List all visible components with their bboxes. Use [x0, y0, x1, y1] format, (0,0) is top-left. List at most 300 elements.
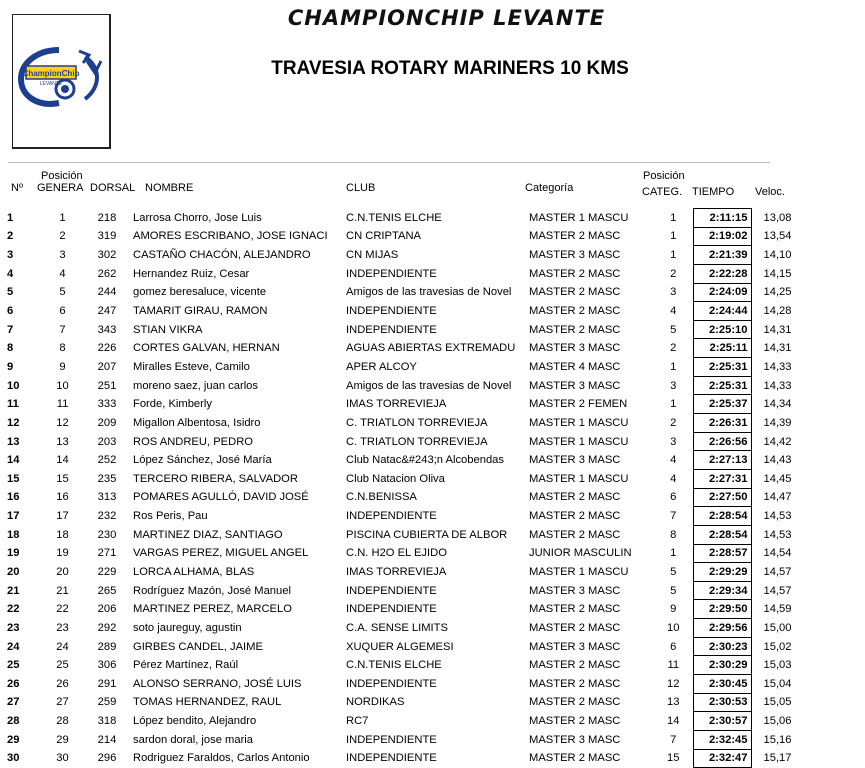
row-number-cell: 4: [7, 267, 14, 280]
row-number-cell: 1: [7, 211, 14, 224]
category-cell: MASTER 3 MASC: [529, 454, 621, 467]
finish-time-cell: 2:32:45: [693, 730, 751, 749]
club-cell: INDEPENDIENTE: [346, 603, 437, 616]
results-table: [0, 208, 865, 768]
finish-time-cell: 2:25:31: [693, 376, 751, 395]
athlete-name-cell: Pérez Martínez, Raúl: [133, 659, 239, 672]
category-cell: MASTER 2 MASC: [529, 510, 621, 523]
club-cell: INDEPENDIENTE: [346, 323, 437, 336]
dorsal-cell: 226: [97, 342, 117, 355]
general-position-cell: 6: [59, 305, 66, 318]
speed-cell: 14,31: [763, 342, 792, 355]
row-number-cell: 2: [7, 230, 14, 243]
speed-cell: 14,31: [763, 323, 792, 336]
row-number-cell: 9: [7, 360, 14, 373]
speed-cell: 15,00: [763, 621, 792, 634]
athlete-name-cell: Ros Peris, Pau: [133, 510, 208, 523]
club-cell: Club Natacion Oliva: [346, 472, 445, 485]
dorsal-cell: 218: [97, 211, 117, 224]
table-row: [0, 619, 865, 638]
dorsal-cell: 251: [97, 379, 117, 392]
speed-cell: 15,16: [763, 733, 792, 746]
club-cell: AGUAS ABIERTAS EXTREMADU: [346, 342, 516, 355]
athlete-name-cell: Larrosa Chorro, Jose Luis: [133, 211, 262, 224]
club-cell: C. TRIATLON TORREVIEJA: [346, 416, 488, 429]
category-cell: MASTER 3 MASC: [529, 342, 621, 355]
general-position-cell: 18: [56, 528, 69, 541]
general-position-cell: 8: [59, 342, 66, 355]
athlete-name-cell: TAMARIT GIRAU, RAMON: [133, 305, 268, 318]
general-position-cell: 4: [59, 267, 66, 280]
athlete-name-cell: AMORES ESCRIBANO, JOSE IGNACI: [133, 230, 328, 243]
club-cell: INDEPENDIENTE: [346, 267, 437, 280]
finish-time-cell: 2:28:54: [693, 525, 751, 544]
finish-time-cell: 2:19:02: [693, 227, 751, 246]
brand-title: CHAMPIONCHIP LEVANTE: [287, 6, 606, 30]
table-row: [0, 451, 865, 470]
club-cell: INDEPENDIENTE: [346, 677, 437, 690]
table-row: [0, 376, 865, 395]
category-position-cell: 7: [670, 733, 677, 746]
finish-time-cell: 2:11:15: [693, 209, 751, 228]
table-row: [0, 600, 865, 619]
dorsal-cell: 214: [97, 733, 117, 746]
category-position-cell: 6: [670, 491, 677, 504]
general-position-cell: 26: [56, 677, 69, 690]
speed-cell: 15,04: [763, 677, 792, 690]
table-row: [0, 469, 865, 488]
championchip-logo: [13, 15, 109, 147]
category-cell: MASTER 3 MASC: [529, 584, 621, 597]
general-position-cell: 16: [56, 491, 69, 504]
speed-cell: 14,33: [763, 360, 792, 373]
club-cell: NORDIKAS: [346, 696, 405, 709]
dorsal-cell: 302: [97, 249, 117, 262]
dorsal-cell: 207: [97, 360, 117, 373]
general-position-cell: 22: [56, 603, 69, 616]
speed-cell: 14,54: [763, 547, 792, 560]
speed-cell: 15,05: [763, 696, 792, 709]
table-row: [0, 358, 865, 377]
category-position-cell: 1: [670, 547, 677, 560]
row-number-cell: 12: [7, 416, 20, 429]
general-position-cell: 27: [56, 696, 69, 709]
category-cell: MASTER 2 MASC: [529, 677, 621, 690]
row-number-cell: 30: [7, 752, 20, 765]
category-cell: MASTER 2 MASC: [529, 659, 621, 672]
finish-time-cell: 2:24:44: [693, 302, 751, 321]
category-position-cell: 1: [670, 360, 677, 373]
finish-time-cell: 2:25:11: [693, 339, 751, 358]
club-cell: C.N.BENISSA: [346, 491, 417, 504]
dorsal-cell: 318: [97, 715, 117, 728]
general-position-cell: 23: [56, 621, 69, 634]
category-position-cell: 13: [667, 696, 680, 709]
category-cell: MASTER 2 MASC: [529, 491, 621, 504]
col-header-position-top: Posición: [41, 170, 83, 182]
athlete-name-cell: POMARES AGULLÓ, DAVID JOSÉ: [133, 491, 309, 504]
dorsal-cell: 247: [97, 305, 117, 318]
table-row: [0, 544, 865, 563]
general-position-cell: 15: [56, 472, 69, 485]
category-cell: MASTER 4 MASC: [529, 360, 621, 373]
category-position-cell: 9: [670, 603, 677, 616]
col-header-time: TIEMPO: [692, 186, 735, 198]
row-number-cell: 19: [7, 547, 20, 560]
finish-time-cell: 2:26:56: [693, 432, 751, 451]
general-position-cell: 9: [59, 360, 66, 373]
row-number-cell: 10: [7, 379, 20, 392]
logo-subtext: LEVANTE: [39, 81, 63, 87]
finish-time-cell: 2:28:57: [693, 544, 751, 563]
category-position-cell: 3: [670, 379, 677, 392]
table-row: [0, 246, 865, 265]
category-cell: MASTER 2 MASC: [529, 305, 621, 318]
category-position-cell: 14: [667, 715, 680, 728]
table-row: [0, 395, 865, 414]
category-cell: MASTER 1 MASCU: [529, 211, 629, 224]
finish-time-cell: 2:29:29: [693, 563, 751, 582]
finish-time-cell: 2:27:50: [693, 488, 751, 507]
row-number-cell: 20: [7, 565, 20, 578]
finish-time-cell: 2:29:50: [693, 600, 751, 619]
club-cell: APER ALCOY: [346, 360, 417, 373]
table-row: [0, 209, 865, 228]
athlete-name-cell: CORTES GALVAN, HERNAN: [133, 342, 280, 355]
athlete-name-cell: Miralles Esteve, Camilo: [133, 360, 250, 373]
category-cell: MASTER 3 MASC: [529, 249, 621, 262]
category-cell: MASTER 1 MASCU: [529, 416, 629, 429]
general-position-cell: 11: [56, 398, 69, 411]
dorsal-cell: 291: [97, 677, 117, 690]
category-position-cell: 3: [670, 286, 677, 299]
category-cell: MASTER 2 MASC: [529, 696, 621, 709]
table-row: [0, 525, 865, 544]
speed-cell: 15,03: [763, 659, 792, 672]
col-header-no: Nº: [11, 182, 23, 194]
athlete-name-cell: Hernandez Ruiz, Cesar: [133, 267, 250, 280]
club-cell: IMAS TORREVIEJA: [346, 565, 447, 578]
category-cell: MASTER 1 MASCU: [529, 435, 629, 448]
club-cell: Club Natac&#243;n Alcobendas: [346, 454, 504, 467]
general-position-cell: 19: [56, 547, 69, 560]
col-header-catpos-top: Posición: [643, 170, 685, 182]
dorsal-cell: 229: [97, 565, 117, 578]
speed-cell: 14,57: [763, 584, 792, 597]
row-number-cell: 5: [7, 286, 14, 299]
athlete-name-cell: MARTINEZ PEREZ, MARCELO: [133, 603, 292, 616]
category-cell: MASTER 2 FEMEN: [529, 398, 628, 411]
dorsal-cell: 259: [97, 696, 117, 709]
category-position-cell: 1: [670, 230, 677, 243]
finish-time-cell: 2:21:39: [693, 246, 751, 265]
athlete-name-cell: Migallon Albentosa, Isidro: [133, 416, 261, 429]
finish-time-cell: 2:25:37: [693, 395, 751, 414]
dorsal-cell: 209: [97, 416, 117, 429]
club-cell: INDEPENDIENTE: [346, 305, 437, 318]
club-cell: IMAS TORREVIEJA: [346, 398, 447, 411]
athlete-name-cell: sardon doral, jose maria: [133, 733, 254, 746]
general-position-cell: 3: [59, 249, 66, 262]
athlete-name-cell: MARTINEZ DIAZ, SANTIAGO: [133, 528, 283, 541]
speed-cell: 14,28: [763, 305, 792, 318]
category-cell: JUNIOR MASCULIN: [529, 547, 632, 560]
finish-time-cell: 2:29:56: [693, 619, 751, 638]
row-number-cell: 23: [7, 621, 20, 634]
finish-time-cell: 2:27:13: [693, 451, 751, 470]
club-cell: INDEPENDIENTE: [346, 510, 437, 523]
general-position-cell: 5: [59, 286, 66, 299]
speed-cell: 14,39: [763, 416, 792, 429]
dorsal-cell: 262: [97, 267, 117, 280]
club-cell: Amigos de las travesias de Novel: [346, 286, 512, 299]
dorsal-cell: 203: [97, 435, 117, 448]
row-number-cell: 14: [7, 454, 20, 467]
category-cell: MASTER 2 MASC: [529, 621, 621, 634]
table-row: [0, 693, 865, 712]
general-position-cell: 10: [56, 379, 69, 392]
dorsal-cell: 232: [97, 510, 117, 523]
table-row: [0, 414, 865, 433]
category-position-cell: 6: [670, 640, 677, 653]
finish-time-cell: 2:25:10: [693, 320, 751, 339]
table-row: [0, 283, 865, 302]
table-row: [0, 320, 865, 339]
row-number-cell: 17: [7, 510, 20, 523]
speed-cell: 14,33: [763, 379, 792, 392]
dorsal-cell: 306: [97, 659, 117, 672]
finish-time-cell: 2:24:09: [693, 283, 751, 302]
athlete-name-cell: VARGAS PEREZ, MIGUEL ANGEL: [133, 547, 309, 560]
category-position-cell: 15: [667, 752, 680, 765]
finish-time-cell: 2:26:31: [693, 414, 751, 433]
table-row: [0, 488, 865, 507]
category-position-cell: 4: [670, 305, 677, 318]
club-cell: RC7: [346, 715, 369, 728]
category-position-cell: 10: [667, 621, 680, 634]
club-cell: PISCINA CUBIERTA DE ALBOR: [346, 528, 508, 541]
category-position-cell: 2: [670, 416, 677, 429]
category-position-cell: 8: [670, 528, 677, 541]
category-cell: MASTER 3 MASC: [529, 733, 621, 746]
table-row: [0, 749, 865, 768]
row-number-cell: 24: [7, 640, 20, 653]
category-position-cell: 2: [670, 342, 677, 355]
category-position-cell: 5: [670, 565, 677, 578]
category-position-cell: 7: [670, 510, 677, 523]
general-position-cell: 25: [56, 659, 69, 672]
finish-time-cell: 2:22:28: [693, 264, 751, 283]
row-number-cell: 13: [7, 435, 20, 448]
dorsal-cell: 333: [97, 398, 117, 411]
category-cell: MASTER 2 MASC: [529, 267, 621, 280]
finish-time-cell: 2:27:31: [693, 469, 751, 488]
table-row: [0, 637, 865, 656]
table-row: [0, 675, 865, 694]
speed-cell: 13,08: [763, 211, 792, 224]
speed-cell: 14,34: [763, 398, 792, 411]
logo-frame: [12, 14, 111, 149]
club-cell: C.N.TENIS ELCHE: [346, 211, 442, 224]
athlete-name-cell: moreno saez, juan carlos: [133, 379, 258, 392]
speed-cell: 14,25: [763, 286, 792, 299]
speed-cell: 14,53: [763, 528, 792, 541]
category-position-cell: 5: [670, 323, 677, 336]
athlete-name-cell: gomez beresaluce, vicente: [133, 286, 267, 299]
row-number-cell: 6: [7, 305, 14, 318]
finish-time-cell: 2:30:53: [693, 693, 751, 712]
athlete-name-cell: LORCA ALHAMA, BLAS: [133, 565, 255, 578]
dorsal-cell: 289: [97, 640, 117, 653]
row-number-cell: 3: [7, 249, 14, 262]
dorsal-cell: 296: [97, 752, 117, 765]
finish-time-cell: 2:25:31: [693, 358, 751, 377]
club-cell: XUQUER ALGEMESI: [346, 640, 454, 653]
finish-time-cell: 2:30:29: [693, 656, 751, 675]
finish-time-cell: 2:30:57: [693, 712, 751, 731]
category-position-cell: 1: [670, 249, 677, 262]
row-number-cell: 18: [7, 528, 20, 541]
club-cell: C.N. H2O EL EJIDO: [346, 547, 447, 560]
category-cell: MASTER 2 MASC: [529, 323, 621, 336]
general-position-cell: 13: [56, 435, 69, 448]
col-header-dorsal: DORSAL: [90, 182, 136, 194]
club-cell: C.A. SENSE LIMITS: [346, 621, 448, 634]
speed-cell: 13,54: [763, 230, 792, 243]
category-position-cell: 1: [670, 211, 677, 224]
col-header-catpos: CATEG.: [642, 186, 683, 198]
general-position-cell: 7: [59, 323, 66, 336]
category-cell: MASTER 2 MASC: [529, 230, 621, 243]
table-row: [0, 656, 865, 675]
category-cell: MASTER 2 MASC: [529, 286, 621, 299]
athlete-name-cell: TERCERO RIBERA, SALVADOR: [133, 472, 298, 485]
athlete-name-cell: Rodríguez Mazón, José Manuel: [133, 584, 291, 597]
category-position-cell: 1: [670, 398, 677, 411]
general-position-cell: 29: [56, 733, 69, 746]
general-position-cell: 2: [59, 230, 66, 243]
category-position-cell: 12: [667, 677, 680, 690]
speed-cell: 15,17: [763, 752, 792, 765]
category-position-cell: 5: [670, 584, 677, 597]
table-row: [0, 264, 865, 283]
category-cell: MASTER 2 MASC: [529, 528, 621, 541]
athlete-name-cell: López Sánchez, José María: [133, 454, 272, 467]
general-position-cell: 14: [56, 454, 69, 467]
row-number-cell: 25: [7, 659, 20, 672]
category-cell: MASTER 1 MASCU: [529, 472, 629, 485]
speed-cell: 14,53: [763, 510, 792, 523]
athlete-name-cell: ROS ANDREU, PEDRO: [133, 435, 253, 448]
speed-cell: 14,15: [763, 267, 792, 280]
club-cell: Amigos de las travesias de Novel: [346, 379, 512, 392]
finish-time-cell: 2:30:45: [693, 675, 751, 694]
row-number-cell: 7: [7, 323, 14, 336]
table-row: [0, 339, 865, 358]
row-number-cell: 16: [7, 491, 20, 504]
general-position-cell: 17: [56, 510, 69, 523]
club-cell: C.N.TENIS ELCHE: [346, 659, 442, 672]
speed-cell: 14,47: [763, 491, 792, 504]
category-position-cell: 11: [667, 659, 680, 672]
row-number-cell: 8: [7, 342, 14, 355]
category-position-cell: 2: [670, 267, 677, 280]
header-divider: [8, 162, 770, 163]
category-cell: MASTER 2 MASC: [529, 715, 621, 728]
row-number-cell: 29: [7, 733, 20, 746]
table-row: [0, 507, 865, 526]
athlete-name-cell: López bendito, Alejandro: [133, 715, 257, 728]
row-number-cell: 26: [7, 677, 20, 690]
dorsal-cell: 230: [97, 528, 117, 541]
logo-text: ChampionChip: [22, 69, 80, 78]
general-position-cell: 24: [56, 640, 69, 653]
general-position-cell: 21: [56, 584, 69, 597]
dorsal-cell: 292: [97, 621, 117, 634]
speed-cell: 15,02: [763, 640, 792, 653]
row-number-cell: 11: [7, 398, 19, 411]
dorsal-cell: 206: [97, 603, 117, 616]
finish-time-cell: 2:32:47: [693, 749, 751, 768]
finish-time-cell: 2:28:54: [693, 507, 751, 526]
row-number-cell: 28: [7, 715, 20, 728]
athlete-name-cell: TOMAS HERNANDEZ, RAUL: [133, 696, 282, 709]
club-cell: INDEPENDIENTE: [346, 584, 437, 597]
general-position-cell: 12: [56, 416, 69, 429]
row-number-cell: 27: [7, 696, 20, 709]
col-header-name: NOMBRE: [145, 182, 194, 194]
dorsal-cell: 319: [97, 230, 117, 243]
category-cell: MASTER 2 MASC: [529, 752, 621, 765]
col-header-general: GENERA: [37, 182, 84, 194]
athlete-name-cell: GIRBES CANDEL, JAIME: [133, 640, 263, 653]
club-cell: INDEPENDIENTE: [346, 733, 437, 746]
club-cell: CN MIJAS: [346, 249, 399, 262]
table-row: [0, 730, 865, 749]
athlete-name-cell: ALONSO SERRANO, JOSÉ LUIS: [133, 677, 302, 690]
category-cell: MASTER 3 MASC: [529, 379, 621, 392]
club-cell: CN CRIPTANA: [346, 230, 422, 243]
event-title: TRAVESIA ROTARY MARINERS 10 KMS: [271, 58, 629, 79]
speed-cell: 14,59: [763, 603, 792, 616]
table-row: [0, 581, 865, 600]
col-header-club: CLUB: [346, 182, 376, 194]
speed-cell: 14,43: [763, 454, 792, 467]
athlete-name-cell: Rodriguez Faraldos, Carlos Antonio: [133, 752, 310, 765]
speed-cell: 14,45: [763, 472, 792, 485]
table-row: [0, 432, 865, 451]
table-row: [0, 302, 865, 321]
general-position-cell: 30: [56, 752, 69, 765]
results-body: [0, 209, 865, 768]
table-row: [0, 227, 865, 246]
finish-time-cell: 2:29:34: [693, 581, 751, 600]
speed-cell: 15,06: [763, 715, 792, 728]
table-row: [0, 712, 865, 731]
dorsal-cell: 244: [97, 286, 117, 299]
row-number-cell: 15: [7, 472, 20, 485]
general-position-cell: 1: [59, 211, 66, 224]
category-cell: MASTER 3 MASC: [529, 640, 621, 653]
table-row: [0, 563, 865, 582]
dorsal-cell: 271: [97, 547, 117, 560]
club-cell: INDEPENDIENTE: [346, 752, 437, 765]
dorsal-cell: 265: [97, 584, 117, 597]
category-position-cell: 4: [670, 472, 677, 485]
athlete-name-cell: Forde, Kimberly: [133, 398, 212, 411]
speed-cell: 14,10: [763, 249, 792, 262]
speed-cell: 14,42: [763, 435, 792, 448]
